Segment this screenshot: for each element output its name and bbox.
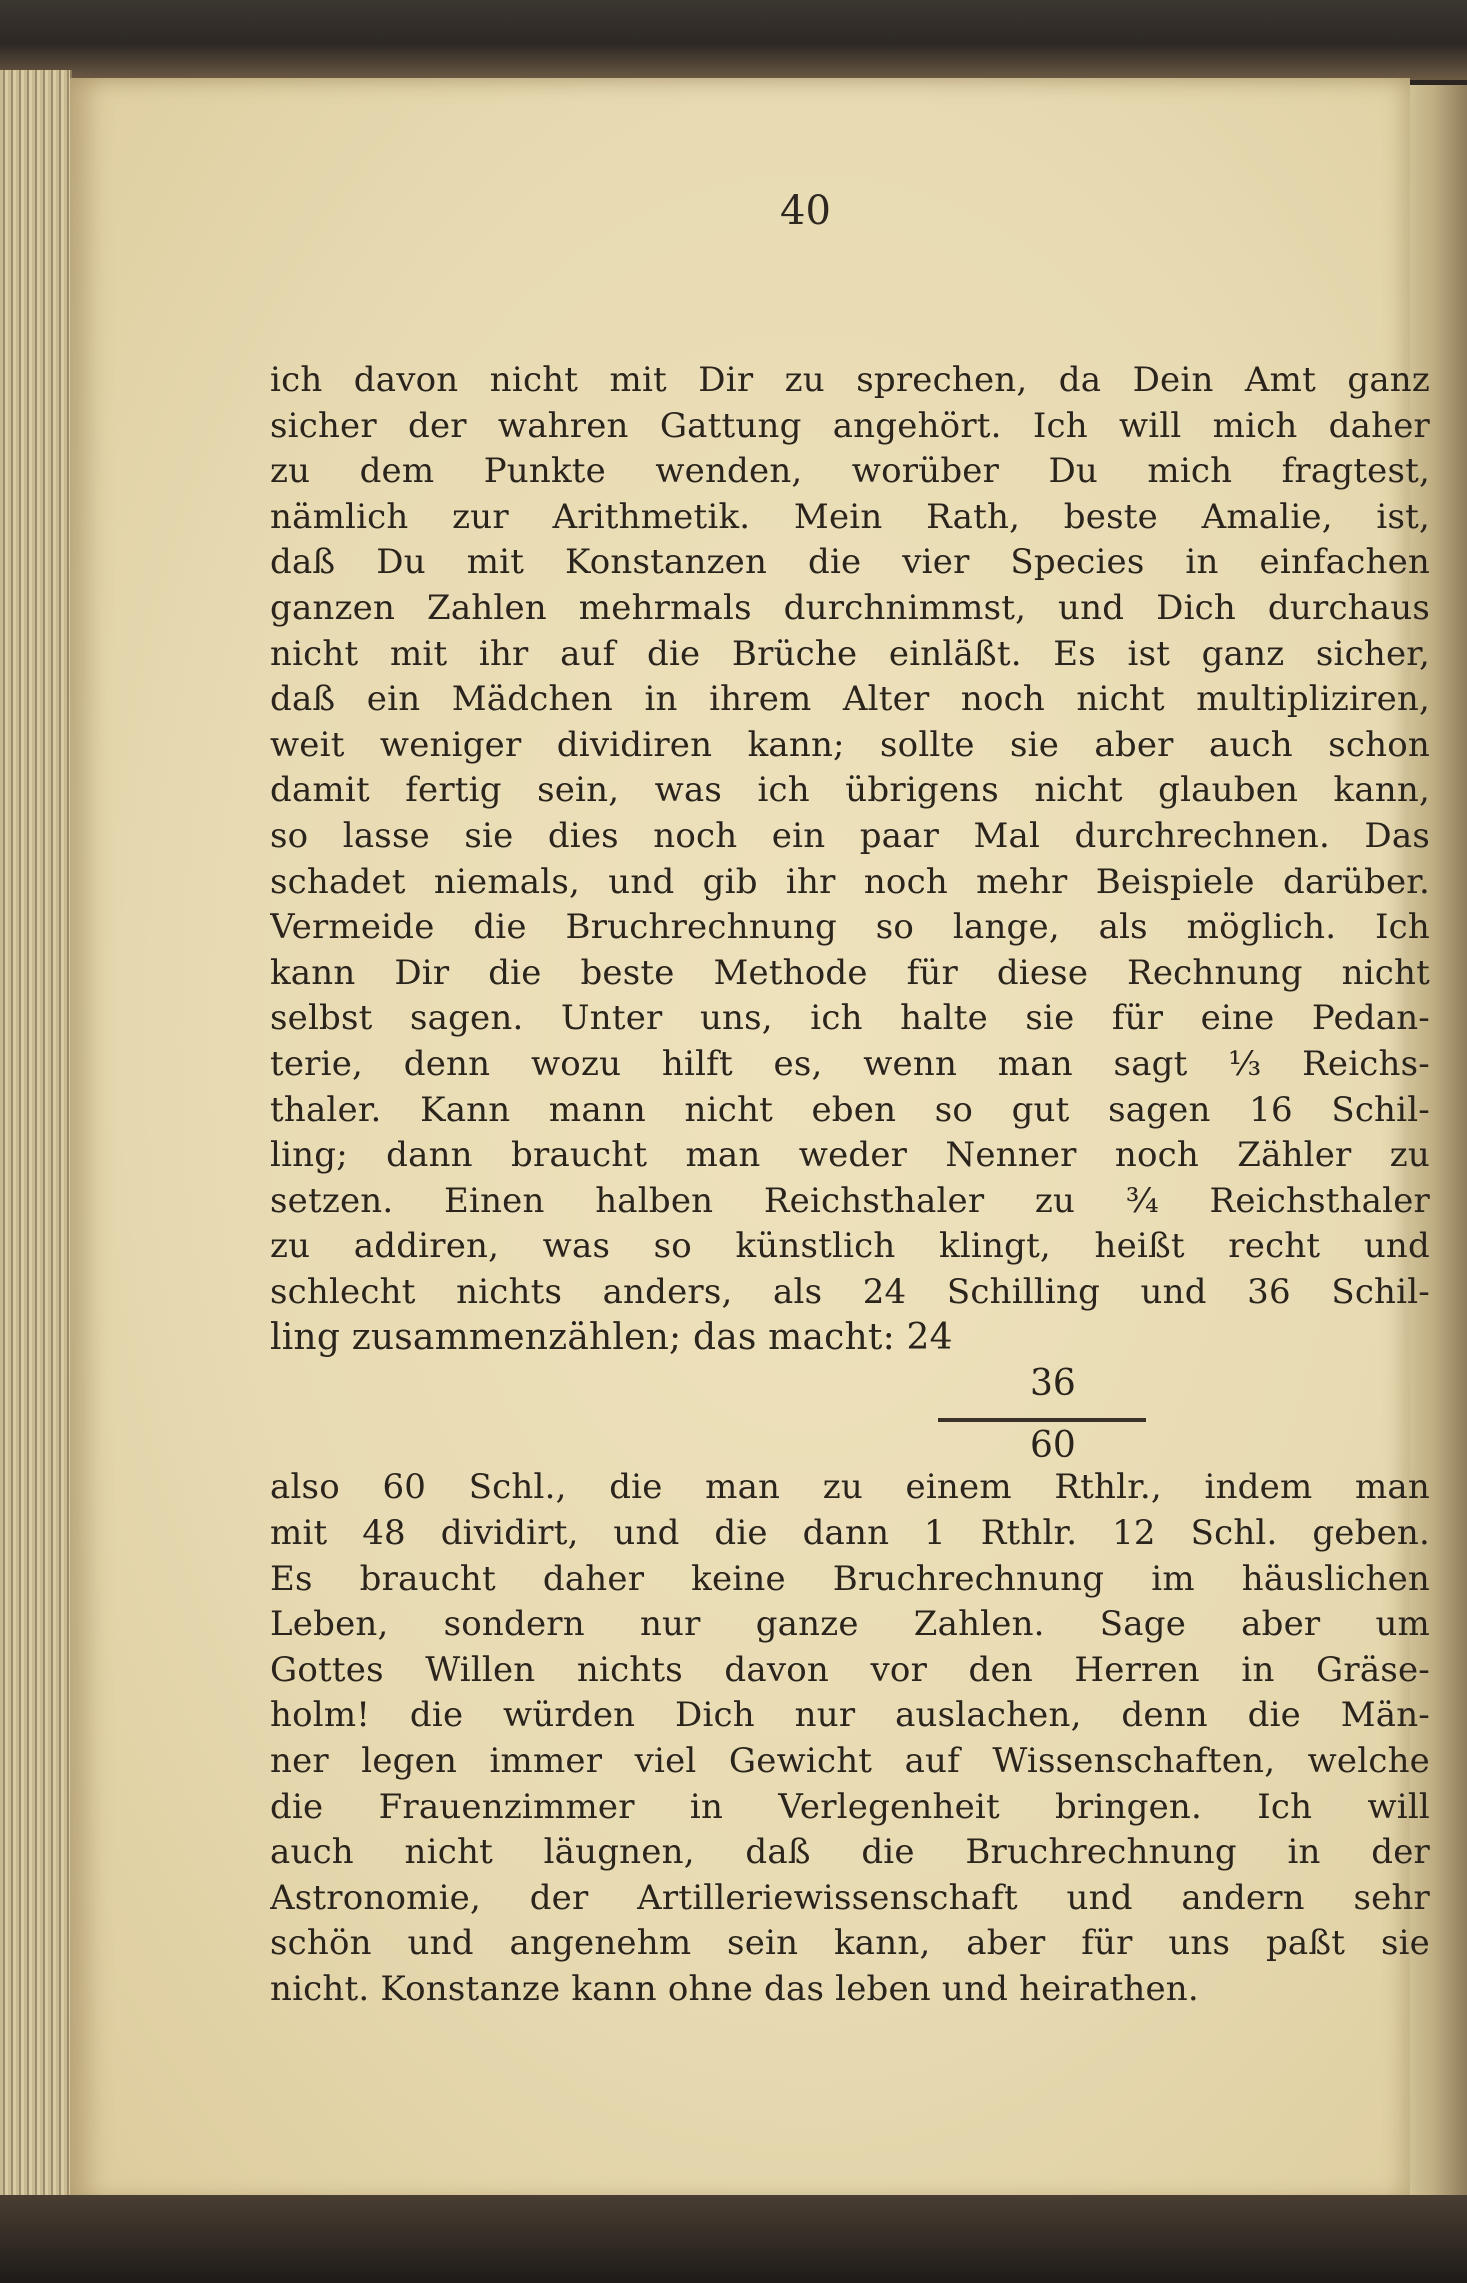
page-number: 40 [780, 188, 831, 234]
text-line: sicher der wahren Gattung angehört. Ich will mich daher [270, 405, 1430, 446]
text-line: ich davon nicht mit Dir zu sprechen, da Dein Amt ganz [270, 360, 1430, 400]
text-line: ganzen Zahlen mehrmals durchnimmst, und Dich durchaus [270, 587, 1430, 628]
text-line: selbst sagen. Unter uns, ich halte sie für eine Pedan- [270, 998, 1430, 1039]
text-line: thaler. Kann mann nicht eben so gut sagen 16 Schil- [270, 1089, 1430, 1130]
text-line: Leben, sondern nur ganze Zahlen. Sage aber um [270, 1604, 1430, 1645]
text-line: zu addiren, was so künstlich klingt, heißt recht und [270, 1226, 1430, 1267]
text-line: ner legen immer viel Gewicht auf Wissenschaften, welche [270, 1741, 1430, 1782]
text-line: nicht. Konstanze kann ohne das leben und heirathen. [270, 1969, 1199, 2009]
text-line: damit fertig sein, was ich übrigens nicht glauben kann, [270, 770, 1430, 811]
text-line: nicht mit ihr auf die Brüche einläßt. Es ist ganz sicher, [270, 633, 1430, 674]
text-line: schadet niemals, und gib ihr noch mehr Beispiele darüber. [270, 861, 1430, 902]
text-line: daß Du mit Konstanzen die vier Species in einfachen [270, 542, 1430, 583]
text-line: Astronomie, der Artilleriewissenschaft und andern sehr [270, 1877, 1430, 1918]
binding-bottom [0, 2195, 1467, 2283]
sum-calculation [270, 1315, 1430, 1465]
body-text [270, 358, 1430, 2013]
text-line: setzen. Einen halben Reichsthaler zu ¾ Reichsthaler [270, 1180, 1430, 1221]
text-line: die Frauenzimmer in Verlegenheit bringen. Ich will [270, 1786, 1430, 1827]
sum-line: ling zusammenzählen; das macht: 24 [270, 1317, 953, 1359]
text-line: Gottes Willen nichts davon vor den Herren in Gräse- [270, 1649, 1430, 1690]
text-line: also 60 Schl., die man zu einem Rthlr., indem man [270, 1467, 1430, 1508]
book-page [70, 78, 1430, 2203]
text-line: weit weniger dividiren kann; sollte sie aber auch schon [270, 724, 1430, 765]
text-line: Vermeide die Bruchrechnung so lange, als möglich. Ich [270, 907, 1430, 948]
text-line: holm! die würden Dich nur auslachen, denn die Män- [270, 1695, 1430, 1736]
text-line: schlecht nichts anders, als 24 Schilling und 36 Schil- [270, 1271, 1430, 1312]
text-line: nämlich zur Arithmetik. Mein Rath, beste Amalie, ist, [270, 496, 1430, 537]
sum-result: 60 [1030, 1425, 1076, 1467]
text-line: so lasse sie dies noch ein paar Mal durchrechnen. Das [270, 815, 1430, 856]
sum-second-operand: 36 [1030, 1363, 1076, 1405]
sum-rule [938, 1418, 1146, 1422]
text-line: schön und angenehm sein kann, aber für uns paßt sie [270, 1923, 1430, 1964]
paragraph-bottom [270, 1465, 1430, 2012]
binding-top [0, 0, 1467, 80]
text-line: daß ein Mädchen in ihrem Alter noch nicht multipliziren, [270, 679, 1430, 720]
page-edges-left [0, 70, 72, 2210]
text-line: mit 48 dividirt, und die dann 1 Rthlr. 12 Schl. geben. [270, 1513, 1430, 1554]
text-line: terie, denn wozu hilft es, wenn man sagt ⅓ Reichs- [270, 1043, 1430, 1084]
paragraph-top [270, 358, 1430, 1315]
text-line: auch nicht läugnen, daß die Bruchrechnung in der [270, 1832, 1430, 1873]
text-line: zu dem Punkte wenden, worüber Du mich fragtest, [270, 451, 1430, 492]
text-line: Es braucht daher keine Bruchrechnung im häuslichen [270, 1558, 1430, 1599]
text-line: kann Dir die beste Methode für diese Rechnung nicht [270, 952, 1430, 993]
text-line: ling; dann braucht man weder Nenner noch Zähler zu [270, 1135, 1430, 1176]
